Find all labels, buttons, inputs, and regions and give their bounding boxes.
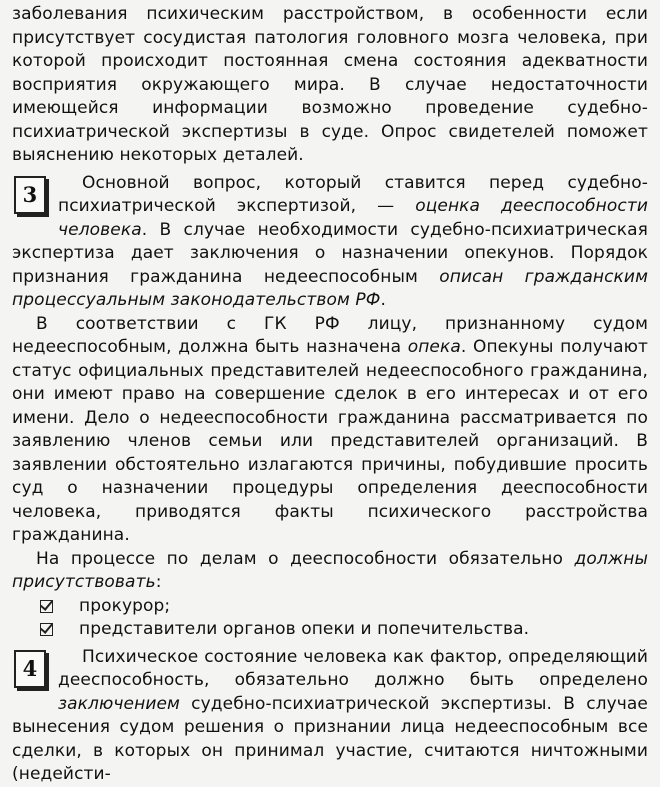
section-4 — [12, 646, 648, 787]
italic-text: опека — [407, 337, 461, 357]
checkbox-icon — [40, 600, 53, 613]
text-run: Основной вопрос, который ставится перед судебно-психиатрической экспертизой, — — [58, 172, 648, 216]
section-3 — [12, 172, 648, 642]
section-4-paragraph-1 — [12, 646, 648, 787]
text-run: Психическое состояние человека как фактор, определяющий дееспособность, обязательно должно быть определено — [58, 646, 648, 690]
section-number: 3 — [22, 181, 38, 207]
text-run: судебно-психиатрической экспертизы. В случае вынесения судом решения о признании лица недееспособным все сделки, в которых он принимал участие, считаются ничтожными (недейсти- — [12, 693, 648, 784]
section-number-badge — [14, 650, 46, 688]
italic-text: оценка дееспособности человека — [58, 196, 648, 240]
list-item — [12, 618, 648, 642]
italic-text: описан гражданским процессуальным законодательством РФ — [12, 266, 648, 310]
text-run: В соответствии с ГК РФ лицу, признанному судом недееспособным, должна быть назначена — [12, 313, 648, 357]
required-attendees-list — [12, 595, 648, 642]
list-item — [12, 595, 648, 619]
italic-text: должны присутствовать — [12, 548, 648, 592]
text-run: На процессе по делам о дееспособности обязательно — [36, 548, 575, 569]
text-run: . — [380, 290, 387, 310]
section-3-paragraph-1 — [12, 172, 648, 313]
list-item-text: прокурор; — [79, 595, 171, 616]
section-number-badge — [14, 176, 46, 214]
section-3-paragraph-2 — [12, 313, 648, 548]
intro-text: заболевания психическим расстройством, в особенности если присутствует сосудистая патология головного мозга человека, при которой происходит постоянная смена состояния адекватности восприятия окружающего мира. В случае недостаточности имеющейся информации возможно проведение судебно-психиатрической экспертизы в суде. Опрос свидетелей поможет выяснению некоторых деталей. — [12, 4, 648, 165]
section-3-paragraph-3 — [12, 548, 648, 595]
list-item-text: представители органов опеки и попечительства. — [79, 619, 530, 639]
paragraph-intro — [12, 3, 648, 168]
text-run: : — [155, 572, 162, 592]
text-run: . В случае необходимости судебно-психиатрическая экспертиза дает заключения о назначении опекунов. Порядок признания гражданина недееспособным — [12, 219, 648, 287]
text-run: . Опекуны получают статус официальных представителей недееспособного гражданина, они имеют право на совершение сделок в его интересах и от его имени. Дело о недееспособности гражданина рассматривается по заявлению членов семьи или представителей организаций. В заявлении обстоятельно излагаются причины, побудившие просить суд о назначении процедуры определения дееспособности человека, приводятся факты психического расстройства гражданина. — [12, 337, 648, 545]
italic-text: заключением — [58, 693, 180, 714]
checkbox-icon — [40, 623, 53, 636]
section-number: 4 — [22, 655, 38, 681]
